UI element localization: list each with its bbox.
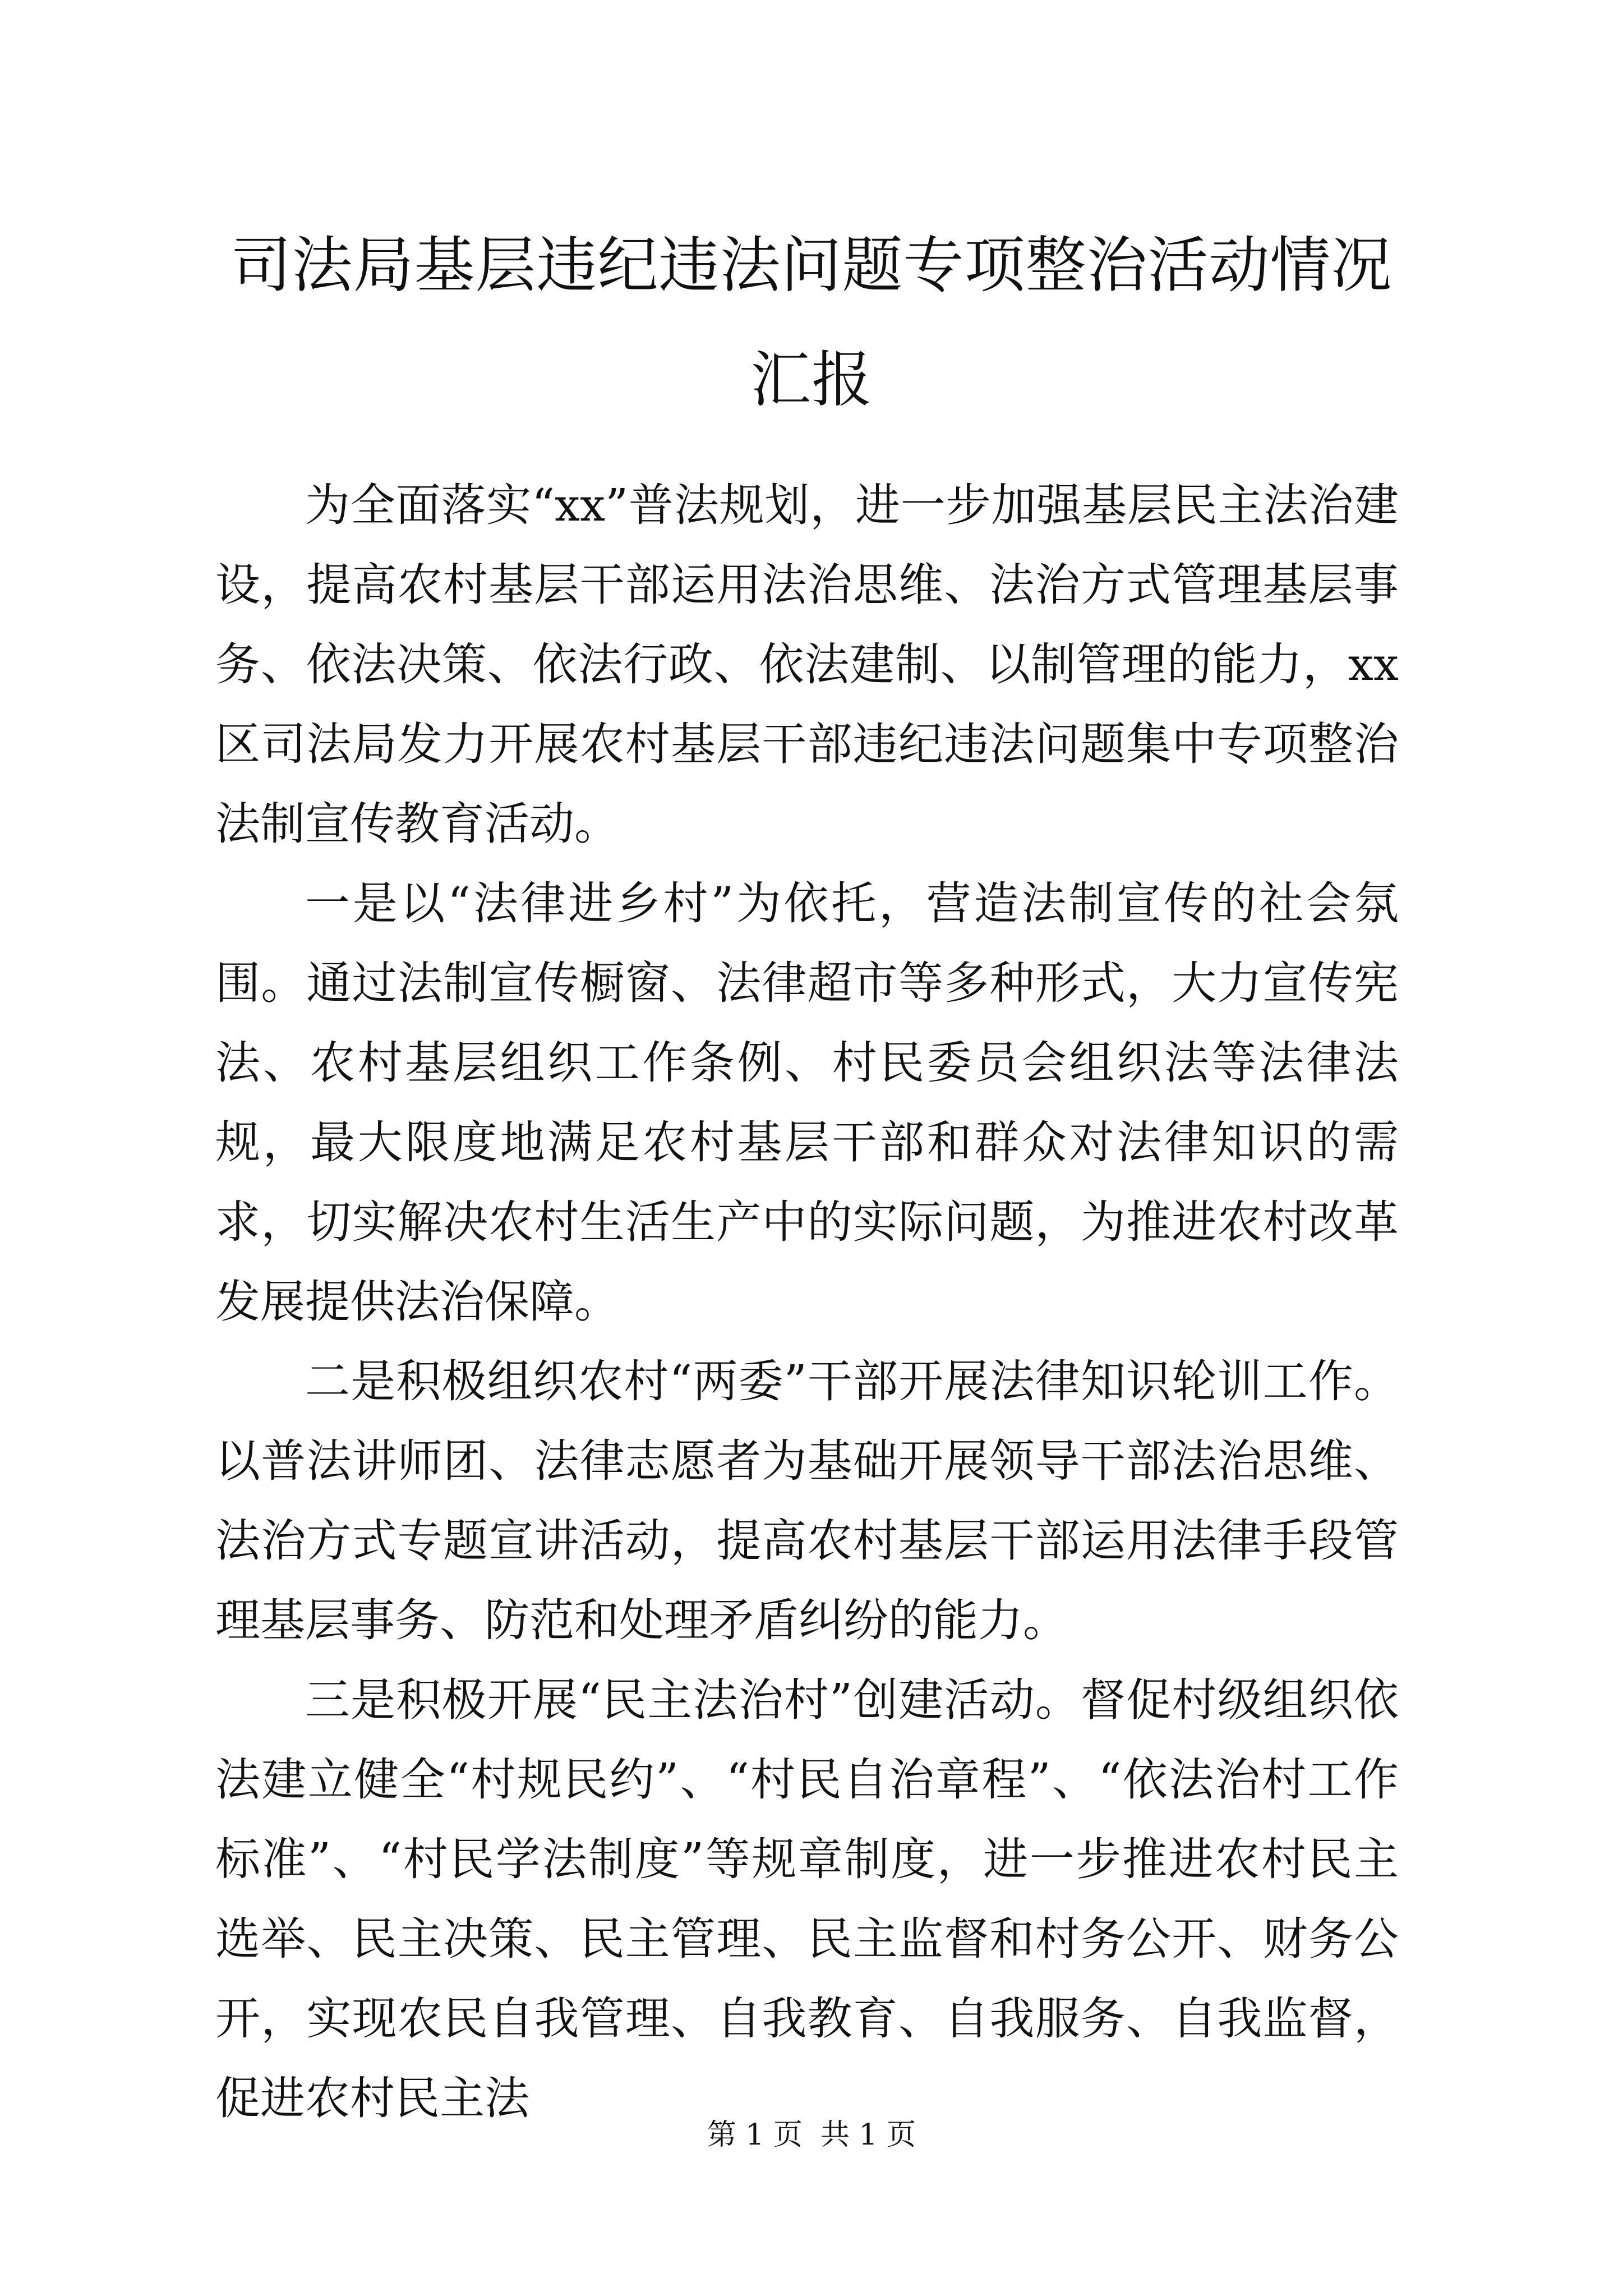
page-footer [0,2115,1623,2155]
page-number: 第 1 页 [707,2118,803,2152]
paragraph-point-one: 一是以“法律进乡村”为依托，营造法制宣传的社会氛围。通过法制宣传橱窗、法律超市等多种形式，大力宣传宪法、农村基层组织工作条例、村民委员会组织法等法律法规，最大限度地满足农村基层干部和群众对法律知识的需求，切实解决农村生活生产中的实际问题，为推进农村改革发展提供法治保障。 [215,877,1399,1328]
paragraph-point-three: 三是积极开展“民主法治村”创建活动。督促村级组织依法建立健全“村规民约”、“村民自治章程”、“依法治村工作标准”、“村民学法制度”等规章制度，进一步推进农村民主选举、民主决策、民主管理、民主监督和村务公开、财务公开，实现农民自我管理、自我教育、自我服务、自我监督，促进农村民主法 [215,1674,1399,2124]
document-body [215,466,1399,2138]
paragraph-point-two: 二是积极组织农村“两委”干部开展法律知识轮训工作。以普法讲师团、法律志愿者为基础开展领导干部法治思维、法治方式专题宣讲活动，提高农村基层干部运用法律手段管理基层事务、防范和处理矛盾纠纷的能力。 [215,1355,1399,1646]
page-total: 共 1 页 [820,2118,916,2152]
document-title: 司法局基层违纪违法问题专项整治活动情况汇报 [230,231,1393,415]
paragraph-intro: 为全面落实“xx”普法规划，进一步加强基层民主法治建设，提高农村基层干部运用法治思维、法治方式管理基层事务、依法决策、依法行政、依法建制、以制管理的能力，xx区司法局发力开展农村基层干部违纪违法问题集中专项整治法制宣传教育活动。 [215,479,1399,850]
